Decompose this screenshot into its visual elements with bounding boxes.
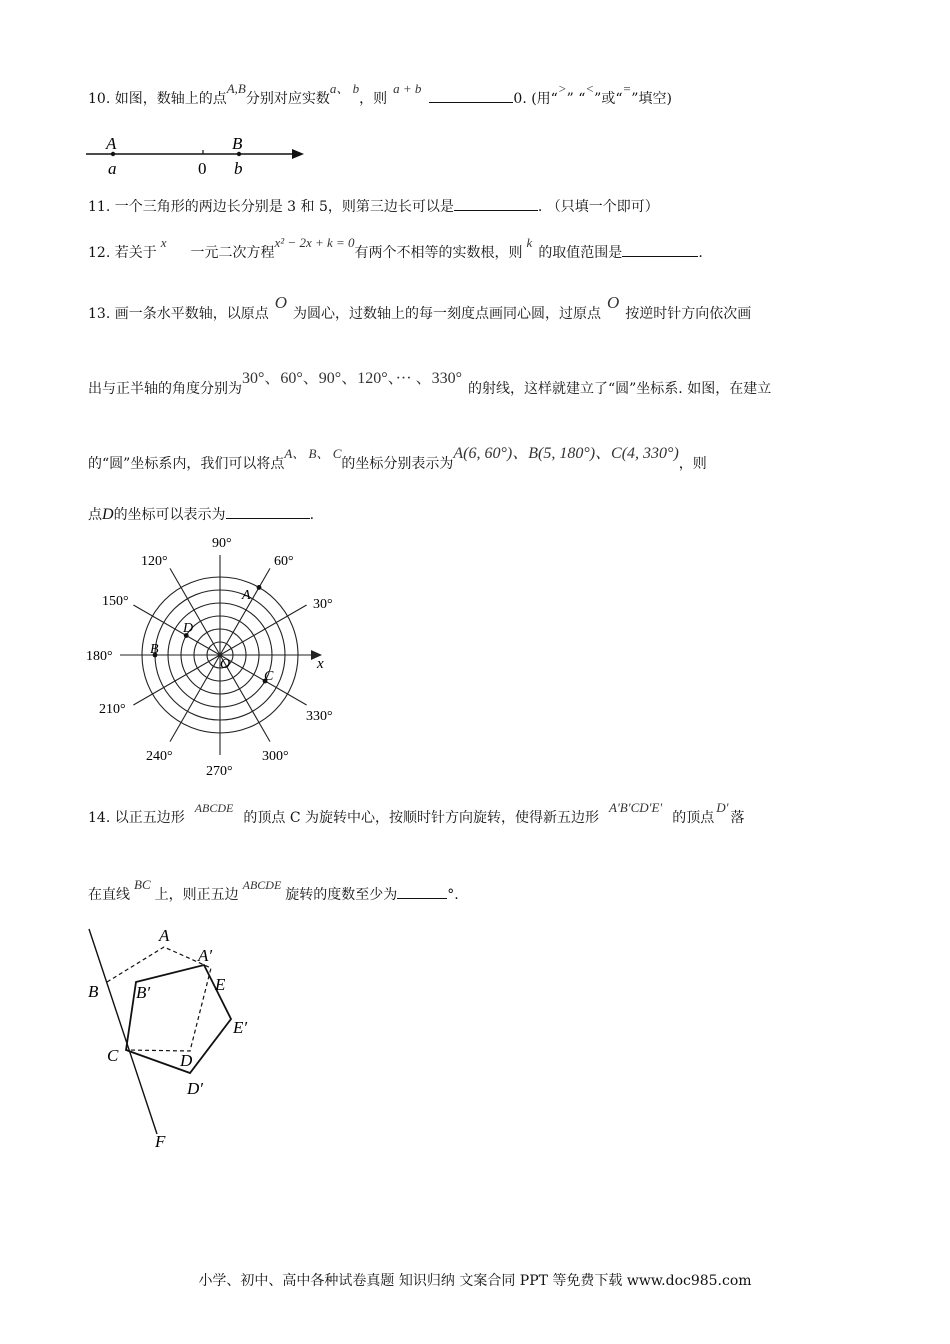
label-270: 270° (206, 764, 233, 779)
label-F: F (155, 1132, 166, 1151)
label-120: 120° (141, 554, 168, 569)
q13-polar-figure (86, 528, 346, 780)
q13-abc: A、 B、 C (284, 446, 342, 461)
q11-blank[interactable] (454, 196, 538, 211)
label-300: 300° (262, 749, 289, 764)
q13-line-4 (88, 504, 314, 525)
label-A: A (106, 134, 117, 153)
pentagon-ABCDE-dashed (107, 947, 211, 1051)
q12-tail: 的取值范围是 (538, 245, 623, 261)
q12-equation: x² − 2x + k = 0 (274, 235, 355, 250)
q11-text: 11. 一个三角形的两边长分别是 3 和 5，则第三边长可以是 (88, 199, 454, 215)
label-E-prime: E′ (233, 1018, 248, 1037)
q10-line (88, 81, 672, 109)
q10-points: A,B (226, 81, 246, 96)
q13-O-1: O (274, 293, 287, 312)
q14-bc: BC (134, 877, 151, 892)
label-C: C (107, 1046, 119, 1065)
q10-q2: ” “ (566, 91, 586, 107)
q13-l3c: ，则 (678, 456, 707, 472)
label-b: b (234, 159, 243, 178)
line-BC (89, 929, 157, 1134)
q13-line-3 (88, 445, 707, 474)
q14-dp: D′ (716, 800, 729, 815)
q12-pre: 12. 若关于 (88, 245, 157, 261)
label-330: 330° (306, 709, 333, 724)
q14-line-2 (88, 877, 459, 905)
label-A-prime: A′ (198, 946, 213, 965)
label-A: A (242, 588, 251, 603)
page-footer: 小学、初中、高中各种试卷真题 知识归纳 文案合同 PPT 等免费下载 www.doc985.com (198, 1273, 752, 1289)
q10-expr: a + b (393, 81, 422, 96)
q12-post: 有两个不相等的实数根，则 (354, 245, 523, 261)
label-B: B (88, 982, 99, 1001)
q10-then: ，则 (359, 91, 388, 107)
q13-line-1 (88, 293, 752, 324)
q14-l2d: °. (447, 887, 459, 903)
q13-coords: A(6, 60°)、B(5, 180°)、C(4, 330°) (453, 445, 679, 462)
q10-tail: 0. (用“ (513, 91, 558, 107)
label-240: 240° (146, 749, 173, 764)
q12-x: x (160, 235, 167, 250)
label-B-prime: B′ (136, 983, 151, 1002)
label-O: O (220, 657, 231, 672)
label-a: a (108, 159, 117, 178)
q13-l4b: 的坐标可以表示为 (113, 507, 226, 523)
q13-line-2 (88, 370, 772, 399)
q13-l1c: 按逆时针方向依次画 (625, 306, 752, 322)
q14-l1c: 的顶点 (672, 810, 715, 826)
q14-prime: A′B′CD′E′ (609, 800, 663, 815)
q14-abcde-2: ABCDE (242, 878, 282, 892)
label-D-prime: D′ (187, 1079, 203, 1098)
q11-tail: . （只填一个即可） (537, 199, 659, 215)
q14-l1a: 14. 以正五边形 (88, 810, 185, 826)
label-B: B (232, 134, 243, 153)
q12-dot: . (698, 245, 703, 261)
label-B: B (150, 642, 159, 657)
label-C: C (264, 669, 274, 684)
q12-k: k (526, 235, 533, 250)
label-90: 90° (212, 536, 232, 551)
q13-O-2: O (607, 293, 620, 312)
q10-blank[interactable] (429, 88, 513, 103)
q14-abcde-1: ABCDE (194, 801, 234, 815)
q13-dot: . (309, 507, 315, 523)
q13-blank[interactable] (226, 504, 310, 519)
q10-number-text: 10. 如图，数轴上的点 (88, 91, 227, 107)
q10-end: ”填空) (631, 91, 672, 107)
q10-eq: = (622, 81, 632, 96)
q14-blank[interactable] (397, 884, 447, 899)
q10-gt: > (557, 81, 567, 96)
q10-lt: < (585, 81, 595, 96)
q13-l1b: 为圆心，过数轴上的每一刻度点画同心圆，过原点 (293, 306, 601, 322)
q13-l3a: 的“圆”坐标系内，我们可以将点 (88, 456, 285, 472)
q14-l1b: 的顶点 C 为旋转中心，按顺时针方向旋转，使得新五边形 (243, 810, 600, 826)
label-D: D (180, 1051, 193, 1070)
label-A: A (159, 926, 170, 945)
q12-mid: 一元二次方程 (190, 245, 275, 261)
q14-pentagon-figure (84, 924, 274, 1154)
label-30: 30° (313, 597, 333, 612)
point-A-dot (257, 585, 262, 590)
q10-vars: a、 b (329, 81, 360, 96)
label-x: x (317, 656, 324, 672)
q14-l2a: 在直线 (88, 887, 130, 903)
q14-l2b: 上，则正五边 (154, 887, 239, 903)
q13-D: D (102, 506, 114, 523)
q14-l2c: 旋转的度数至少为 (285, 887, 398, 903)
q14-line-1 (88, 800, 745, 828)
q12-line (88, 235, 703, 263)
q12-blank[interactable] (622, 242, 698, 257)
q13-l2b: 的射线，这样就建立了“圆”坐标系. 如图，在建立 (467, 381, 772, 397)
q13-angles: 30°、60°、90°、120°、··· 、330° (242, 370, 462, 387)
q13-l1a: 13. 画一条水平数轴，以原点 (88, 306, 269, 322)
q14-l1d: 落 (730, 810, 745, 826)
label-D: D (183, 621, 194, 636)
q13-l4a: 点 (88, 507, 102, 523)
label-zero: 0 (198, 159, 207, 178)
q10-mid-text: 分别对应实数 (245, 91, 330, 107)
q11-line (88, 196, 659, 217)
label-150: 150° (102, 594, 129, 609)
q10-q3: ”或“ (594, 91, 623, 107)
label-60: 60° (274, 554, 294, 569)
label-210: 210° (99, 702, 126, 717)
label-E: E (215, 975, 226, 994)
q13-l2a: 出与正半轴的角度分别为 (88, 381, 242, 397)
label-180: 180° (86, 649, 113, 664)
q13-l3b: 的坐标分别表示为 (341, 456, 454, 472)
q10-number-line-figure (86, 132, 311, 180)
